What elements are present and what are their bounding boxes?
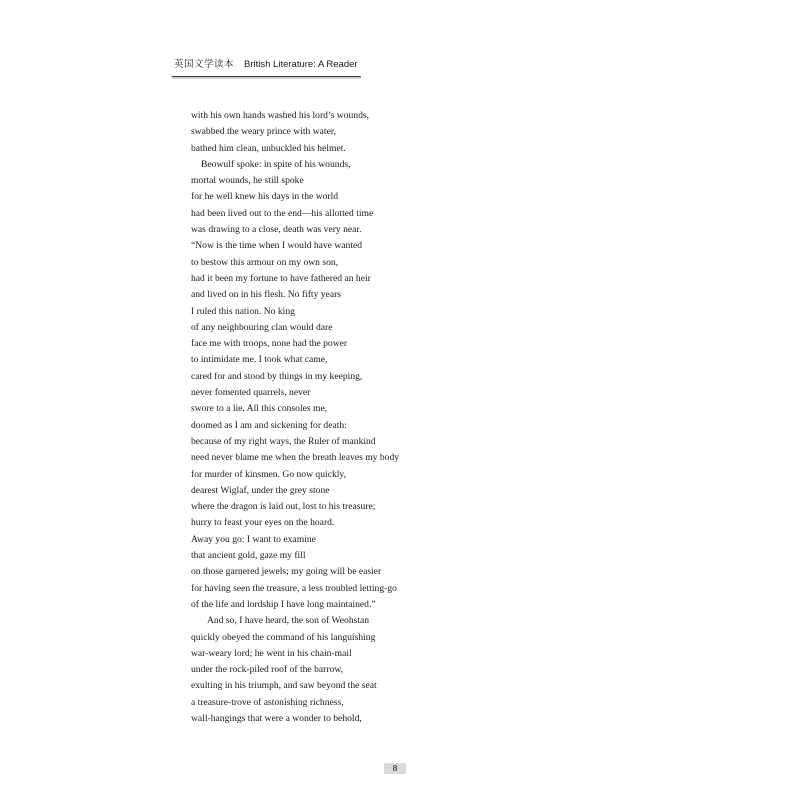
poem-line: quickly obeyed the command of his languishing <box>191 631 376 643</box>
header-chinese-title: 英国文学读本 <box>174 59 235 70</box>
poem-line: And so, I have heard, the son of Weohstan <box>207 615 370 627</box>
poem-line: with his own hands washed his lord’s wounds, <box>191 110 370 121</box>
poem-line: mortal wounds, he still spoke <box>191 175 304 187</box>
poem-line: I ruled this nation. No king <box>191 305 295 317</box>
header-english-title: British Literature: A Reader <box>244 59 358 70</box>
poem-line: Away you go: I want to examine <box>191 533 316 545</box>
poem-line: “Now is the time when I would have wanted <box>191 240 363 252</box>
poem-line: for he well knew his days in the world <box>191 191 339 203</box>
poem-line: need never blame me when the breath leaves my body <box>191 452 400 464</box>
poem-line: bathed him clean, unbuckled his helmet. <box>191 142 346 154</box>
poem-line: on those garnered jewels; my going will be easier <box>191 566 382 578</box>
poem-line: doomed as I am and sickening for death: <box>191 419 347 431</box>
poem-line: was drawing to a close, death was very near. <box>191 224 362 236</box>
poem-line: hurry to feast your eyes on the hoard. <box>191 517 335 529</box>
poem-line: wall-hangings that were a wonder to behold, <box>191 712 362 724</box>
poem-line: had been lived out to the end—his allotted time <box>191 207 374 219</box>
poem-line: that ancient gold, gaze my fill <box>191 550 306 562</box>
poem-line: Beowulf spoke: in spite of his wounds, <box>201 158 351 170</box>
poem-line: to intimidate me. I took what came, <box>191 354 328 366</box>
poem-line: never fomented quarrels, never <box>191 387 311 399</box>
poem-line: for murder of kinsmen. Go now quickly, <box>191 468 346 480</box>
poem-line: and lived on in his flesh. No fifty years <box>191 289 342 301</box>
poem-line: because of my right ways, the Ruler of mankind <box>191 435 376 447</box>
poem-line: swore to a lie. All this consoles me, <box>191 403 328 415</box>
poem-text <box>191 108 611 727</box>
poem-line: cared for and stood by things in my keeping, <box>191 370 363 382</box>
page-number: 8 <box>384 763 406 774</box>
poem-line: for having seen the treasure, a less troubled letting-go <box>191 582 397 594</box>
poem-line: exulting in his triumph, and saw beyond the seat <box>191 680 377 692</box>
poem-line: where the dragon is laid out, lost to his treasure; <box>191 501 376 513</box>
poem-line: of the life and lordship I have long maintained.” <box>191 598 376 610</box>
running-header <box>172 58 361 77</box>
poem-line: swabbed the weary prince with water, <box>191 126 337 138</box>
poem-line: a treasure-trove of astonishing richness, <box>191 696 344 708</box>
poem-line: to bestow this armour on my own son, <box>191 256 339 268</box>
poem-line: under the rock-piled roof of the barrow, <box>191 664 344 676</box>
poem-line: of any neighbouring clan would dare <box>191 321 333 333</box>
poem-line: war-weary lord; he went in his chain-mail <box>191 647 352 659</box>
poem-line: had it been my fortune to have fathered an heir <box>191 272 371 284</box>
poem-line: dearest Wiglaf, under the grey stone <box>191 484 330 496</box>
poem-line: face me with troops, none had the power <box>191 338 348 350</box>
